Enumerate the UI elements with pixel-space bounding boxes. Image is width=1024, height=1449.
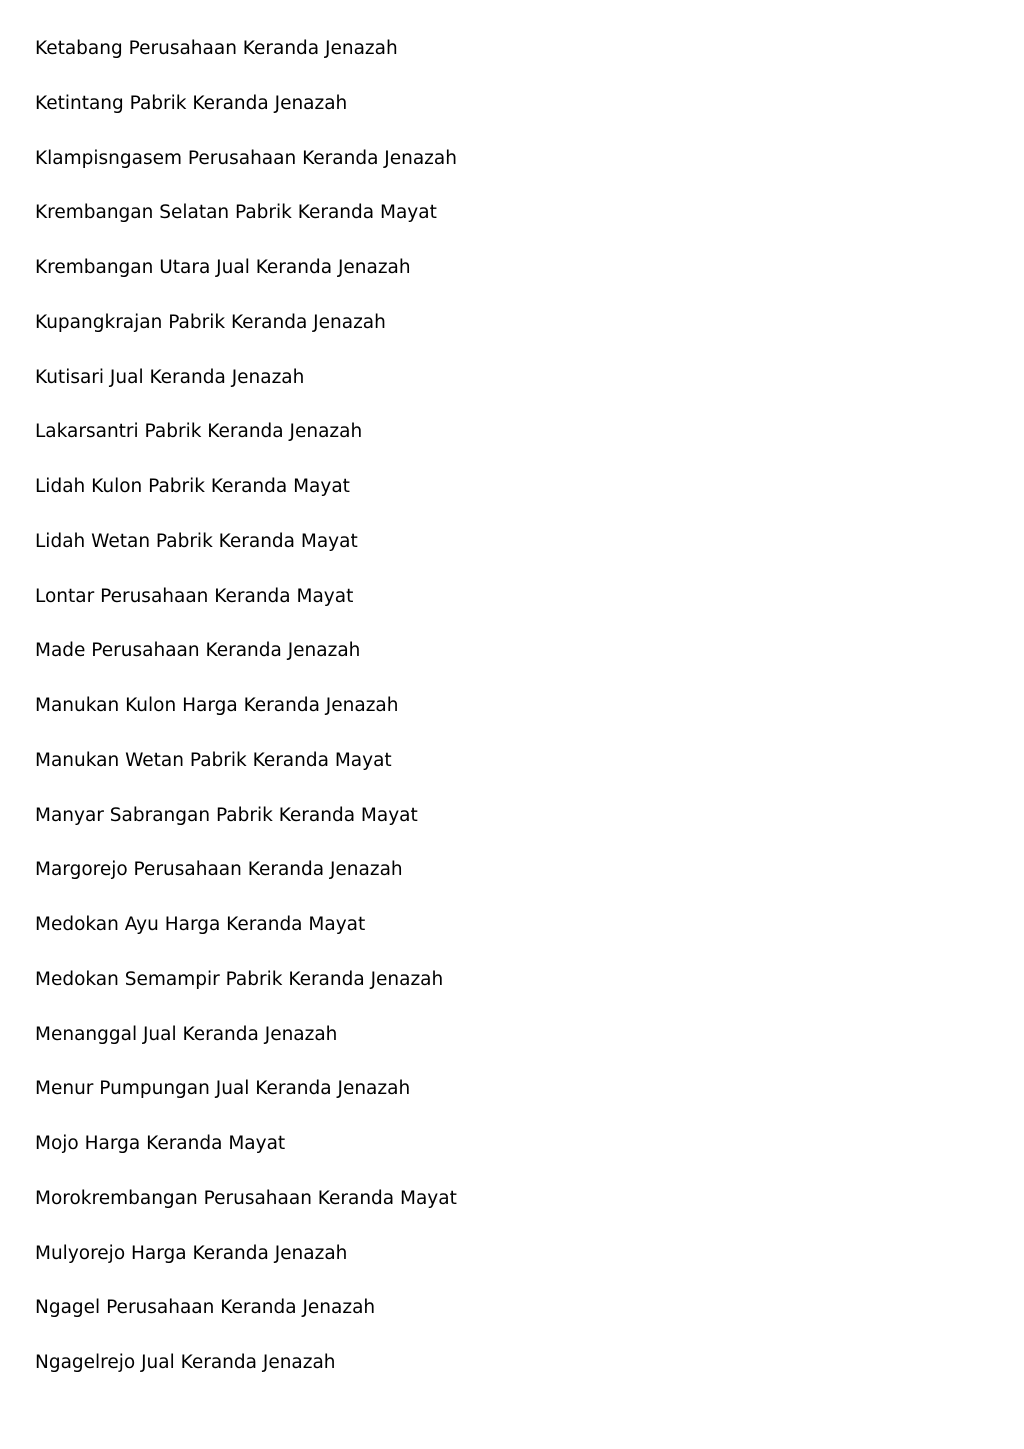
text-line: Margorejo Perusahaan Keranda Jenazah <box>35 859 403 881</box>
text-line: Made Perusahaan Keranda Jenazah <box>35 640 361 662</box>
text-line: Krembangan Selatan Pabrik Keranda Mayat <box>35 202 437 224</box>
text-lines <box>35 36 457 1405</box>
text-line: Lidah Wetan Pabrik Keranda Mayat <box>35 530 358 552</box>
text-line: Manyar Sabrangan Pabrik Keranda Mayat <box>35 804 418 826</box>
text-line: Ketintang Pabrik Keranda Jenazah <box>35 92 348 114</box>
text-line: Ngagelrejo Jual Keranda Jenazah <box>35 1352 336 1373</box>
text-line: Lidah Kulon Pabrik Keranda Mayat <box>35 476 350 497</box>
text-line: Lontar Perusahaan Keranda Mayat <box>35 585 354 607</box>
text-line: Ketabang Perusahaan Keranda Jenazah <box>35 38 398 59</box>
text-line: Menanggal Jual Keranda Jenazah <box>35 1023 338 1045</box>
text-line: Ngagel Perusahaan Keranda Jenazah <box>35 1297 376 1319</box>
text-line: Menur Pumpungan Jual Keranda Jenazah <box>35 1078 411 1100</box>
text-line: Kutisari Jual Keranda Jenazah <box>35 366 305 388</box>
text-line: Manukan Kulon Harga Keranda Jenazah <box>35 695 399 716</box>
text-line: Medokan Semampir Pabrik Keranda Jenazah <box>35 968 444 990</box>
text-line: Manukan Wetan Pabrik Keranda Mayat <box>35 749 392 771</box>
text-line: Mulyorejo Harga Keranda Jenazah <box>35 1242 348 1264</box>
text-line: Krembangan Utara Jual Keranda Jenazah <box>35 257 411 278</box>
text-line: Mojo Harga Keranda Mayat <box>35 1133 286 1154</box>
text-line: Morokrembangan Perusahaan Keranda Mayat <box>35 1187 457 1209</box>
text-line: Kupangkrajan Pabrik Keranda Jenazah <box>35 311 386 333</box>
text-line: Medokan Ayu Harga Keranda Mayat <box>35 914 366 935</box>
text-line: Lakarsantri Pabrik Keranda Jenazah <box>35 421 363 443</box>
text-line: Klampisngasem Perusahaan Keranda Jenazah <box>35 147 457 169</box>
